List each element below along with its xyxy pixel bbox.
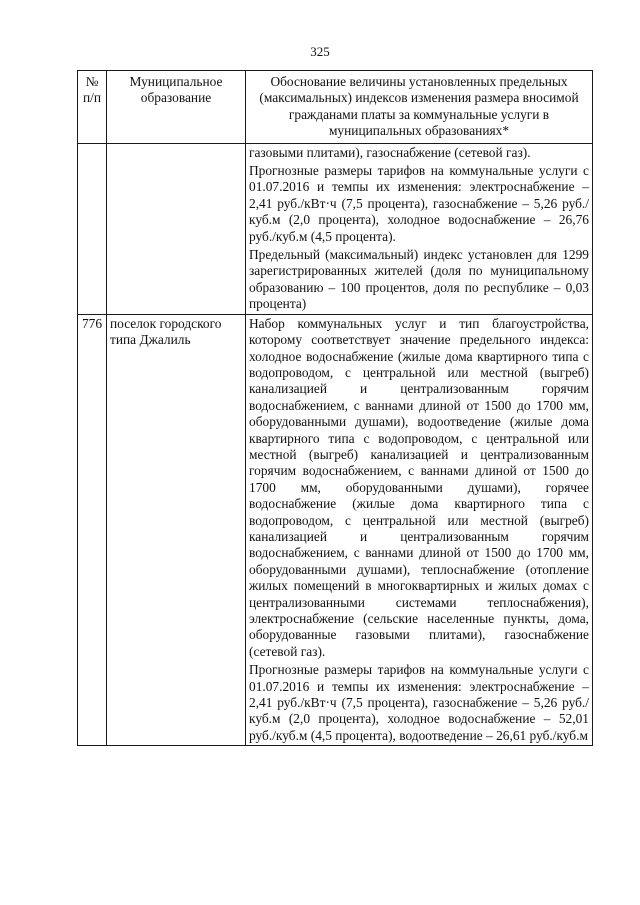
tariff-table	[77, 70, 593, 746]
page-number: 325	[310, 44, 330, 59]
table-row	[78, 314, 593, 746]
row-municipality: поселок городского типа Джалиль	[107, 314, 246, 746]
justification-paragraph: Прогнозные размеры тарифов на коммунальные услуги с 01.07.2016 и темпы их изменения: электроснабжение – 2,41 руб./кВт·ч (7,5 процента), газоснабжение – 5,26 руб./куб.м (2,0 процента), холодное водоснабжение – 26,76 руб./куб.м (4,5 процента).	[249, 163, 589, 244]
header-municipality: Муниципальное образование	[107, 71, 246, 144]
row-num: 776	[78, 314, 107, 746]
justification-paragraph: Предельный (максимальный) индекс установлен для 1299 зарегистрированных жителей (доля по муниципальному образованию – 100 процентов, доля по республике – 0,03 процента)	[249, 247, 589, 312]
justification-paragraph: газовыми плитами), газоснабжение (сетевой газ).	[249, 144, 531, 160]
table-row	[78, 143, 593, 314]
justification-paragraph: Прогнозные размеры тарифов на коммунальные услуги с 01.07.2016 и темпы их изменения: электроснабжение – 2,41 руб./кВт·ч (7,5 процента), газоснабжение – 5,26 руб./куб.м (2,0 процента), холодное водоснабжение – 52,01 руб./куб.м (4,5 процента), водоотведение – 26,61 руб./куб.м	[249, 662, 589, 743]
row-justification	[246, 314, 593, 746]
table-header-row	[78, 71, 593, 144]
header-justification: Обоснование величины установленных предельных (максимальных) индексов изменения размера вносимой гражданами платы за коммунальные услуги в муниципальных образованиях*	[246, 71, 593, 144]
row-municipality	[107, 143, 246, 314]
row-num	[78, 143, 107, 314]
justification-paragraph: Набор коммунальных услуг и тип благоустройства, которому соответствует значение предельного индекса: холодное водоснабжение (жилые дома квартирного типа с водопроводом, с центральной или местной (выгреб) канализацией и централизованным горячим водоснабжением, с ваннами длиной от 1500 до 1700 мм, оборудованными душами), водоотведение (жилые дома квартирного типа с водопроводом, с центральной или местной (выгреб) канализацией и централизованным горячим водоснабжением, с ваннами длиной от 1500 до 1700 мм, оборудованными душами), горячее водоснабжение (жилые дома квартирного типа с водопроводом, с центральной или местной (выгреб) канализацией и централизованным горячим водоснабжением, с ваннами длиной от 1500 до 1700 мм, оборудованными душами), теплоснабжение (отопление жилых помещений в многоквартирных и жилых домах с централизованными системами теплоснабжения), электроснабжение (сельские населенные пункты, дома, оборудованные газовыми плитами), газоснабжение (сетевой газ).	[249, 315, 589, 659]
row-justification	[246, 143, 593, 314]
header-num: № п/п	[78, 71, 107, 144]
